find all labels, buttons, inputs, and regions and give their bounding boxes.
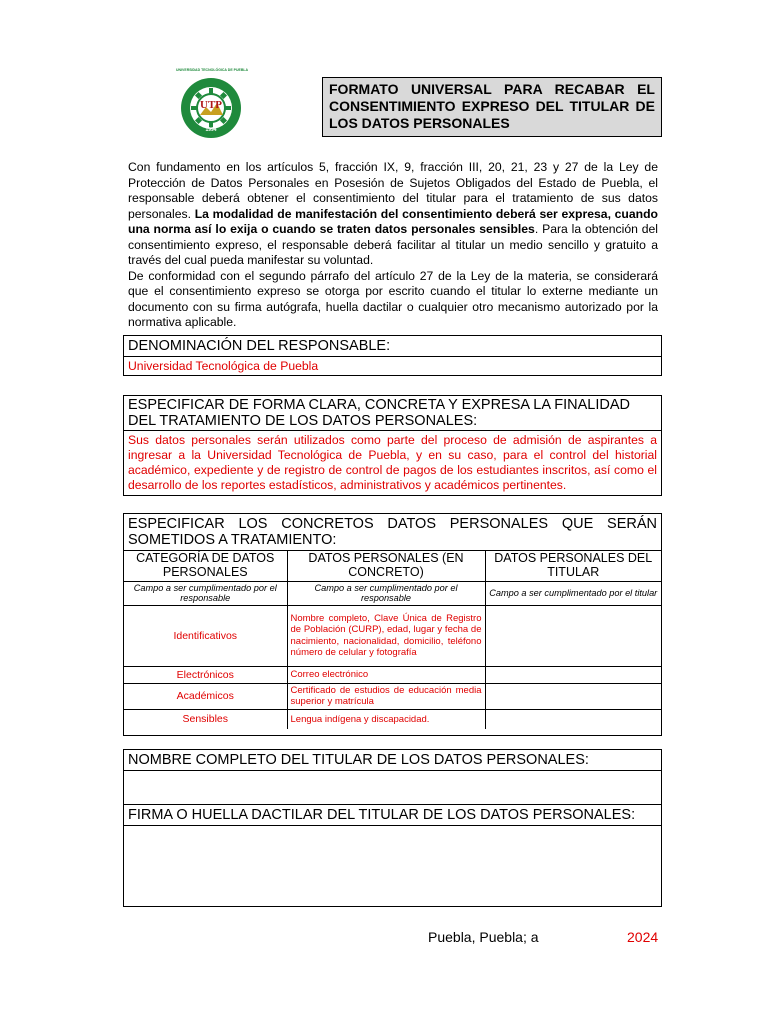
responsable-value[interactable]: Universidad Tecnológica de Puebla [128,359,319,373]
titular-input-cell[interactable] [485,605,661,666]
finalidad-section [123,395,662,496]
category-cell: Electrónicos [124,666,287,683]
detail-cell: Certificado de estudios de educación media superior y matrícula [287,683,485,709]
datos-table [124,551,661,729]
intro-text-bold: La modalidad de manifestación del consentimiento deberá ser expresa, cuando una norma así lo exija o cuando se traten datos personales sensibles [128,206,658,236]
column-subheader: Campo a ser cumplimentado por el responsable [124,581,287,605]
university-logo [176,68,249,139]
detail-cell: Lengua indígena y discapacidad. [287,709,485,729]
category-cell: Académicos [124,683,287,709]
responsable-section [123,335,662,376]
datos-heading-line-2: SOMETIDOS A TRATAMIENTO: [128,532,337,548]
datos-heading-line-1: ESPECIFICAR LOS CONCRETOS DATOS PERSONALES QUE SERÁN [128,516,657,532]
table-row [124,605,661,666]
column-subheader: Campo a ser cumplimentado por el titular [485,581,661,605]
titular-input-cell[interactable] [485,683,661,709]
detail-cell: Correo electrónico [287,666,485,683]
detail-cell: Nombre completo, Clave Única de Registro de Población (CURP), edad, lugar y fecha de nacimiento, nacionalidad, domicilio, teléfono número de celular y fotografía [287,605,485,666]
column-header-titular: DATOS PERSONALES DEL TITULAR [485,551,661,581]
table-row [124,666,661,683]
column-header-concreto: DATOS PERSONALES (EN CONCRETO) [287,551,485,581]
footer-place: Puebla, Puebla; a [428,929,539,945]
table-row [124,709,661,729]
document-title: FORMATO UNIVERSAL PARA RECABAR EL CONSENTIMIENTO EXPRESO DEL TITULAR DE LOS DATOS PERSONALES [322,77,662,137]
titular-input-cell[interactable] [485,709,661,729]
intro-paragraph-2: De conformidad con el segundo párrafo del artículo 27 de la Ley de la materia, se considerará que el consentimiento expreso se otorga por escrito cuando el titular lo externe mediante un documento con su firma autógrafa, huella dactilar o cualquier otro mecanismo autorizado por la normativa aplicable. [128,268,658,329]
datos-section [123,513,662,736]
responsable-heading: DENOMINACIÓN DEL RESPONSABLE: [124,336,661,357]
titular-section [123,749,662,907]
titular-input-cell[interactable] [485,666,661,683]
titular-signature-heading: FIRMA O HUELLA DACTILAR DEL TITULAR DE LOS DATOS PERSONALES: [124,805,661,826]
footer-year: 2024 [627,929,659,945]
column-subheader: Campo a ser cumplimentado por el responsable [287,581,485,605]
logo-year: 1994 [205,127,217,133]
category-cell: Identificativos [124,605,287,666]
column-header-categoria: CATEGORÍA DE DATOS PERSONALES [124,551,287,581]
finalidad-value[interactable]: Sus datos personales serán utilizados como parte del proceso de admisión de aspirantes a ingresar a la Universidad Tecnológica de Puebla, y en su caso, para el control del historial académico, expediente y de registro de control de pagos de los estudiantes inscritos, así como el desarrollo de los reportes estadísticos, administrativos y académicos pertinentes. [128,433,657,492]
intro-text [128,160,658,331]
titular-signature-field[interactable] [124,826,661,906]
logo-name: UNIVERSIDAD TECNOLÓGICA DE PUEBLA [176,68,249,72]
category-cell: Sensibles [124,709,287,729]
intro-text-c: . Para la obtención del consentimiento expreso, el responsable deberá facilitar al titular un medio sencillo y gratuito a través del cual pueda manifestar su voluntad. [128,222,658,267]
titular-name-heading: NOMBRE COMPLETO DEL TITULAR DE LOS DATOS PERSONALES: [124,750,661,771]
intro-paragraph-1 [128,160,658,269]
finalidad-heading: ESPECIFICAR DE FORMA CLARA, CONCRETA Y EXPRESA LA FINALIDAD DEL TRATAMIENTO DE LOS DATOS PERSONALES: [124,396,661,431]
intro-text-a: Con fundamento en los artículos 5, fracción IX, 9, fracción III, 20, 21, 23 y 27 de la Ley de Protección de Datos Personales en Posesión de Sujetos Obligados del Estado de Puebla, el responsable deberá obtener el consentimiento del titular para el tratamiento de sus datos personales. [128,160,658,221]
logo-initials: UTP [200,99,222,111]
table-row [124,683,661,709]
titular-name-field[interactable] [124,771,661,805]
datos-heading [124,514,661,551]
